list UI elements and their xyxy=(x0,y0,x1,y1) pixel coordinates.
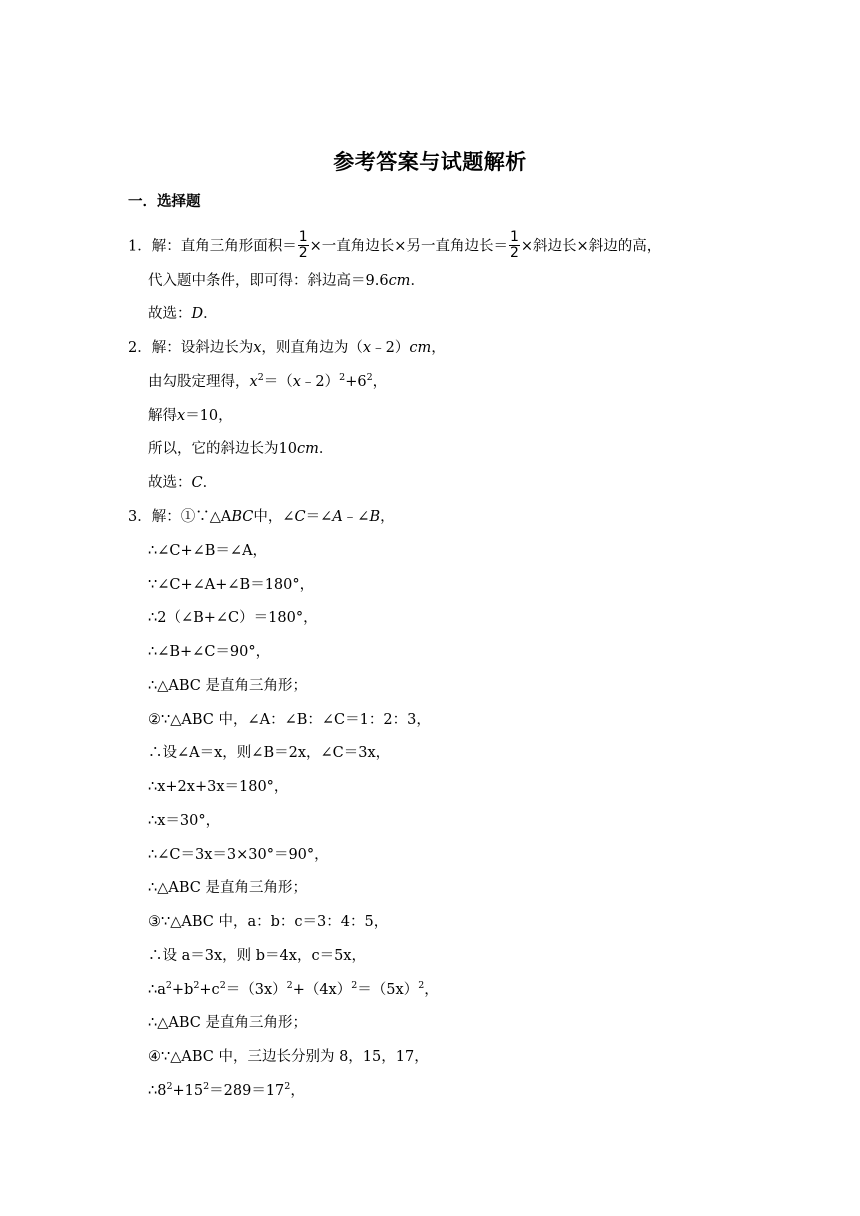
fraction-half: $\frac{1}{2}$ xyxy=(298,229,308,261)
q1-line-3: 故选：D． xyxy=(148,306,218,322)
q3-line-6: ∴△ABC 是直角三角形； xyxy=(148,678,307,694)
q3-line-14: ∴设 a＝3x，则 b＝4x，c＝5x， xyxy=(148,948,366,964)
q3-line-17: ④∵△ABC 中，三边长分别为 8，15，17， xyxy=(148,1049,429,1065)
q3-line-13: ③∵△ABC 中，a：b：c＝3：4：5， xyxy=(148,914,389,930)
q1-line-2: 代入题中条件，即可得：斜边高＝9.6cm． xyxy=(148,273,425,289)
q3-line-7: ②∵△ABC 中，∠A：∠B：∠C＝1：2：3， xyxy=(148,712,431,728)
q3-line-10: ∴x＝30°， xyxy=(148,813,221,829)
q3-line-4: ∴2（∠B+∠C）＝180°， xyxy=(148,610,318,626)
q3-line-9: ∴x+2x+3x＝180°， xyxy=(148,779,289,795)
q3-line-12: ∴△ABC 是直角三角形； xyxy=(148,880,307,896)
q3-line-2: ∴∠C+∠B＝∠A， xyxy=(148,543,268,559)
q2-line-2: 由勾股定理得，$x^2=(x﹣2)^2+6^2$， xyxy=(148,372,388,390)
q1-line-1: 1．解：直角三角形面积＝ $\frac{1}{2}$ ×一直角边长×另一直角边长＝ $\frac{1}{2}$ ×斜边长×斜边的高， xyxy=(128,229,662,261)
q2-line-3: 解得x＝10， xyxy=(148,408,233,424)
q3-line-15: $\therefore a^2+b^2+c^2=(3x)^2+(4x)^2=(5x)^2$， xyxy=(148,980,439,998)
q3-line-5: ∴∠B+∠C＝90°， xyxy=(148,644,271,660)
page-title: 参考答案与试题解析 xyxy=(333,149,527,174)
q3-line-16: ∴△ABC 是直角三角形； xyxy=(148,1015,307,1031)
fraction-half: $\frac{1}{2}$ xyxy=(509,229,519,261)
q3-line-3: ∵∠C+∠A+∠B＝180°， xyxy=(148,577,315,593)
section-heading: 一．选择题 xyxy=(128,193,201,210)
q3-line-1: 3．解：①∵△ABC中，∠C＝∠A﹣∠B， xyxy=(128,509,395,525)
q2-line-4: 所以，它的斜边长为10cm． xyxy=(148,441,334,457)
q2-line-5: 故选：C． xyxy=(148,475,218,491)
q3-line-11: ∴∠C＝3x＝3×30°＝90°， xyxy=(148,847,329,863)
q2-line-1: 2．解：设斜边长为x，则直角边为（x﹣2）cm， xyxy=(128,340,446,356)
q3-line-8: ∴设∠A＝x，则∠B＝2x，∠C＝3x， xyxy=(148,745,391,761)
q3-line-18: $\therefore 8^2+15^2=289=17^2$， xyxy=(148,1081,305,1099)
